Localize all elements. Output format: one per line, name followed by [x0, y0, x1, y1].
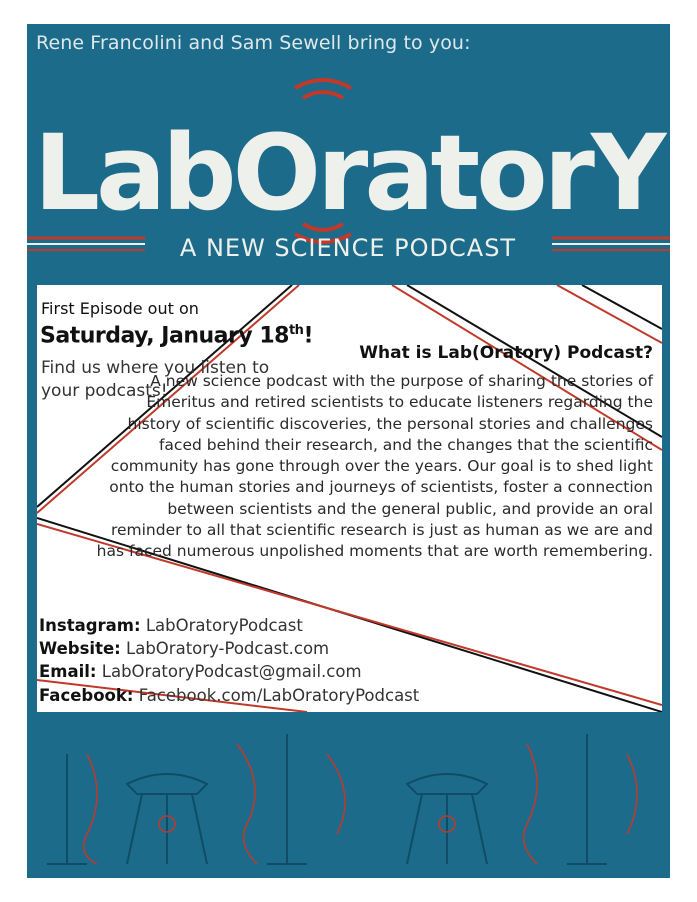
tagline: Rene Francolini and Sam Sewell bring to you:: [36, 32, 471, 54]
contact-label: Facebook:: [39, 685, 134, 705]
episode-date-main: Saturday, January 18: [40, 323, 289, 349]
logo-text: LabOratorY: [33, 112, 663, 234]
contact-value: LabOratory-Podcast.com: [126, 639, 330, 659]
contact-instagram: [39, 614, 419, 637]
episode-date-end: !: [303, 323, 313, 349]
contact-label: Email:: [39, 662, 97, 682]
episode-date-suffix: th: [288, 323, 304, 338]
about-title: What is Lab(Oratory) Podcast?: [359, 343, 653, 363]
episode-date: [40, 323, 313, 348]
lab-flask-icon: [47, 734, 607, 864]
find-us-text: Find us where you listen to your podcasts!: [41, 358, 270, 401]
contact-label: Website:: [39, 639, 121, 659]
info-panel: [37, 285, 662, 712]
subtitle: A NEW SCIENCE PODCAST: [179, 234, 517, 259]
contact-email: [39, 660, 419, 683]
episode-label: First Episode out on: [41, 299, 199, 318]
contact-value: LabOratoryPodcast: [145, 616, 303, 635]
contact-value: Facebook.com/LabOratoryPodcast: [138, 685, 420, 705]
contact-label: Instagram:: [39, 616, 141, 635]
contact-website: [39, 637, 419, 660]
about-body: A new science podcast with the purpose of sharing the stories of Emeritus and retired scientists to educate listeners regarding the history of scientific discoveries, the personal stories and challenges faced behind their research, and the changes that the scientific community has gone through over the years. Our goal is to shed light onto the human stories and journeys of scientists, foster a connection between scientists and the general public, and provide an oral reminder to all that scientific research is just as human as we are and has faced numerous unpolished moments that are worth remembering.: [96, 372, 653, 561]
contact-list: [39, 614, 419, 707]
contact-facebook: [39, 684, 419, 707]
podcast-logo: [27, 64, 670, 259]
contact-value: LabOratoryPodcast@gmail.com: [101, 662, 362, 682]
lab-equipment-pattern: [27, 714, 670, 878]
